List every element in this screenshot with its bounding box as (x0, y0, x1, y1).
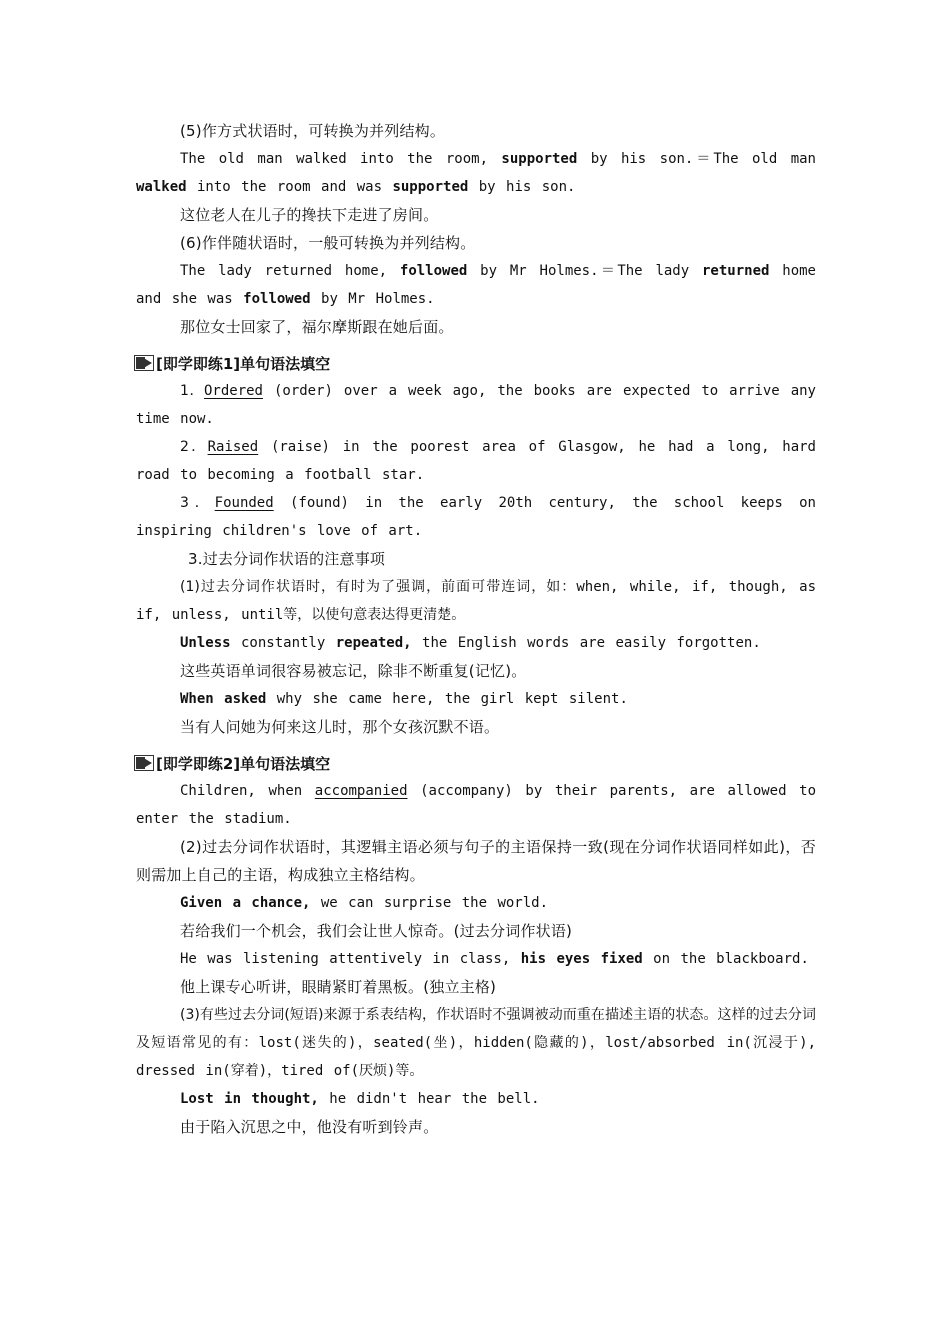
note-2-example-1-translation: 若给我们一个机会，我们会让世人惊奇。(过去分词作状语) (180, 922, 573, 940)
practice-2-heading: [即学即练2]单句语法填空 (134, 749, 816, 777)
note-1-example-2-translation: 当有人问她为何来这儿时，那个女孩沉默不语。 (180, 718, 500, 736)
answer-ordered: Ordered (203, 383, 263, 399)
section-6-title: (6)作伴随状语时，一般可转换为并列结构。 (180, 234, 476, 252)
play-triangle-icon (134, 755, 154, 771)
note-3-example-translation: 由于陷入沉思之中，他没有听到铃声。 (180, 1118, 439, 1136)
note-1-example-2: When asked why she came here, the girl kept silent. (180, 691, 628, 707)
answer-founded: Founded (214, 495, 274, 511)
section-6-example: The lady returned home, followed by Mr Holmes.＝The lady returned home and she was followed by Mr Holmes. (136, 263, 816, 307)
note-2-example-1: Given a chance, we can surprise the world. (180, 895, 549, 911)
note-1-example-1-translation: 这些英语单词很容易被忘记，除非不断重复(记忆)。 (180, 662, 527, 680)
note-2-example-2: He was listening attentively in class, his eyes fixed on the blackboard. (180, 951, 809, 967)
note-1-example-1: Unless constantly repeated, the English words are easily forgotten. (180, 635, 761, 651)
section-5-title: (5)作方式状语时，可转换为并列结构。 (180, 122, 446, 140)
section-5-example: The old man walked into the room, supported by his son.＝The old man walked into the room and was supported by his son. (136, 151, 816, 195)
note-3: (3)有些过去分词(短语)来源于系表结构，作状语时不强调被动而重在描述主语的状态。这样的过去分词及短语常见的有：lost(迷失的)，seated(坐)，hidden(隐藏的)，lost/absorbed in(沉浸于), dressed in(穿着)，tired of(厌烦)等。 (136, 1007, 817, 1079)
section-6-translation: 那位女士回家了，福尔摩斯跟在她后面。 (180, 318, 454, 336)
section-5-translation: 这位老人在儿子的搀扶下走进了房间。 (180, 206, 439, 224)
note-2-example-2-translation: 他上课专心听讲，眼睛紧盯着黑板。(独立主格) (180, 978, 497, 996)
play-triangle-icon (134, 355, 154, 371)
practice-1-heading: [即学即练1]单句语法填空 (134, 349, 816, 377)
answer-raised: Raised (207, 439, 259, 455)
practice-2-question: Children, when accompanied (accompany) by their parents, are allowed to enter the stadium. (136, 783, 816, 827)
practice-1-question-3: 3．Founded (found) in the early 20th century, the school keeps on inspiring children's love of art. (136, 495, 816, 539)
document-content (136, 117, 816, 1141)
practice-1-question-2: 2．Raised (raise) in the poorest area of Glasgow, he had a long, hard road to becoming a football star. (136, 439, 816, 483)
answer-accompanied: accompanied (314, 783, 408, 799)
notes-title: 3.过去分词作状语的注意事项 (188, 550, 386, 568)
note-3-example: Lost in thought, he didn't hear the bell. (180, 1091, 540, 1107)
note-1: (1)过去分词作状语时，有时为了强调，前面可带连词，如：when, while, if, though, as if, unless, until等，以使句意表达得更清楚。 (136, 579, 816, 623)
note-2: (2)过去分词作状语时，其逻辑主语必须与句子的主语保持一致(现在分词作状语同样如此)，否则需加上自己的主语，构成独立主格结构。 (136, 838, 816, 884)
practice-1-question-1: 1．Ordered (order) over a week ago, the books are expected to arrive any time now. (136, 383, 816, 427)
